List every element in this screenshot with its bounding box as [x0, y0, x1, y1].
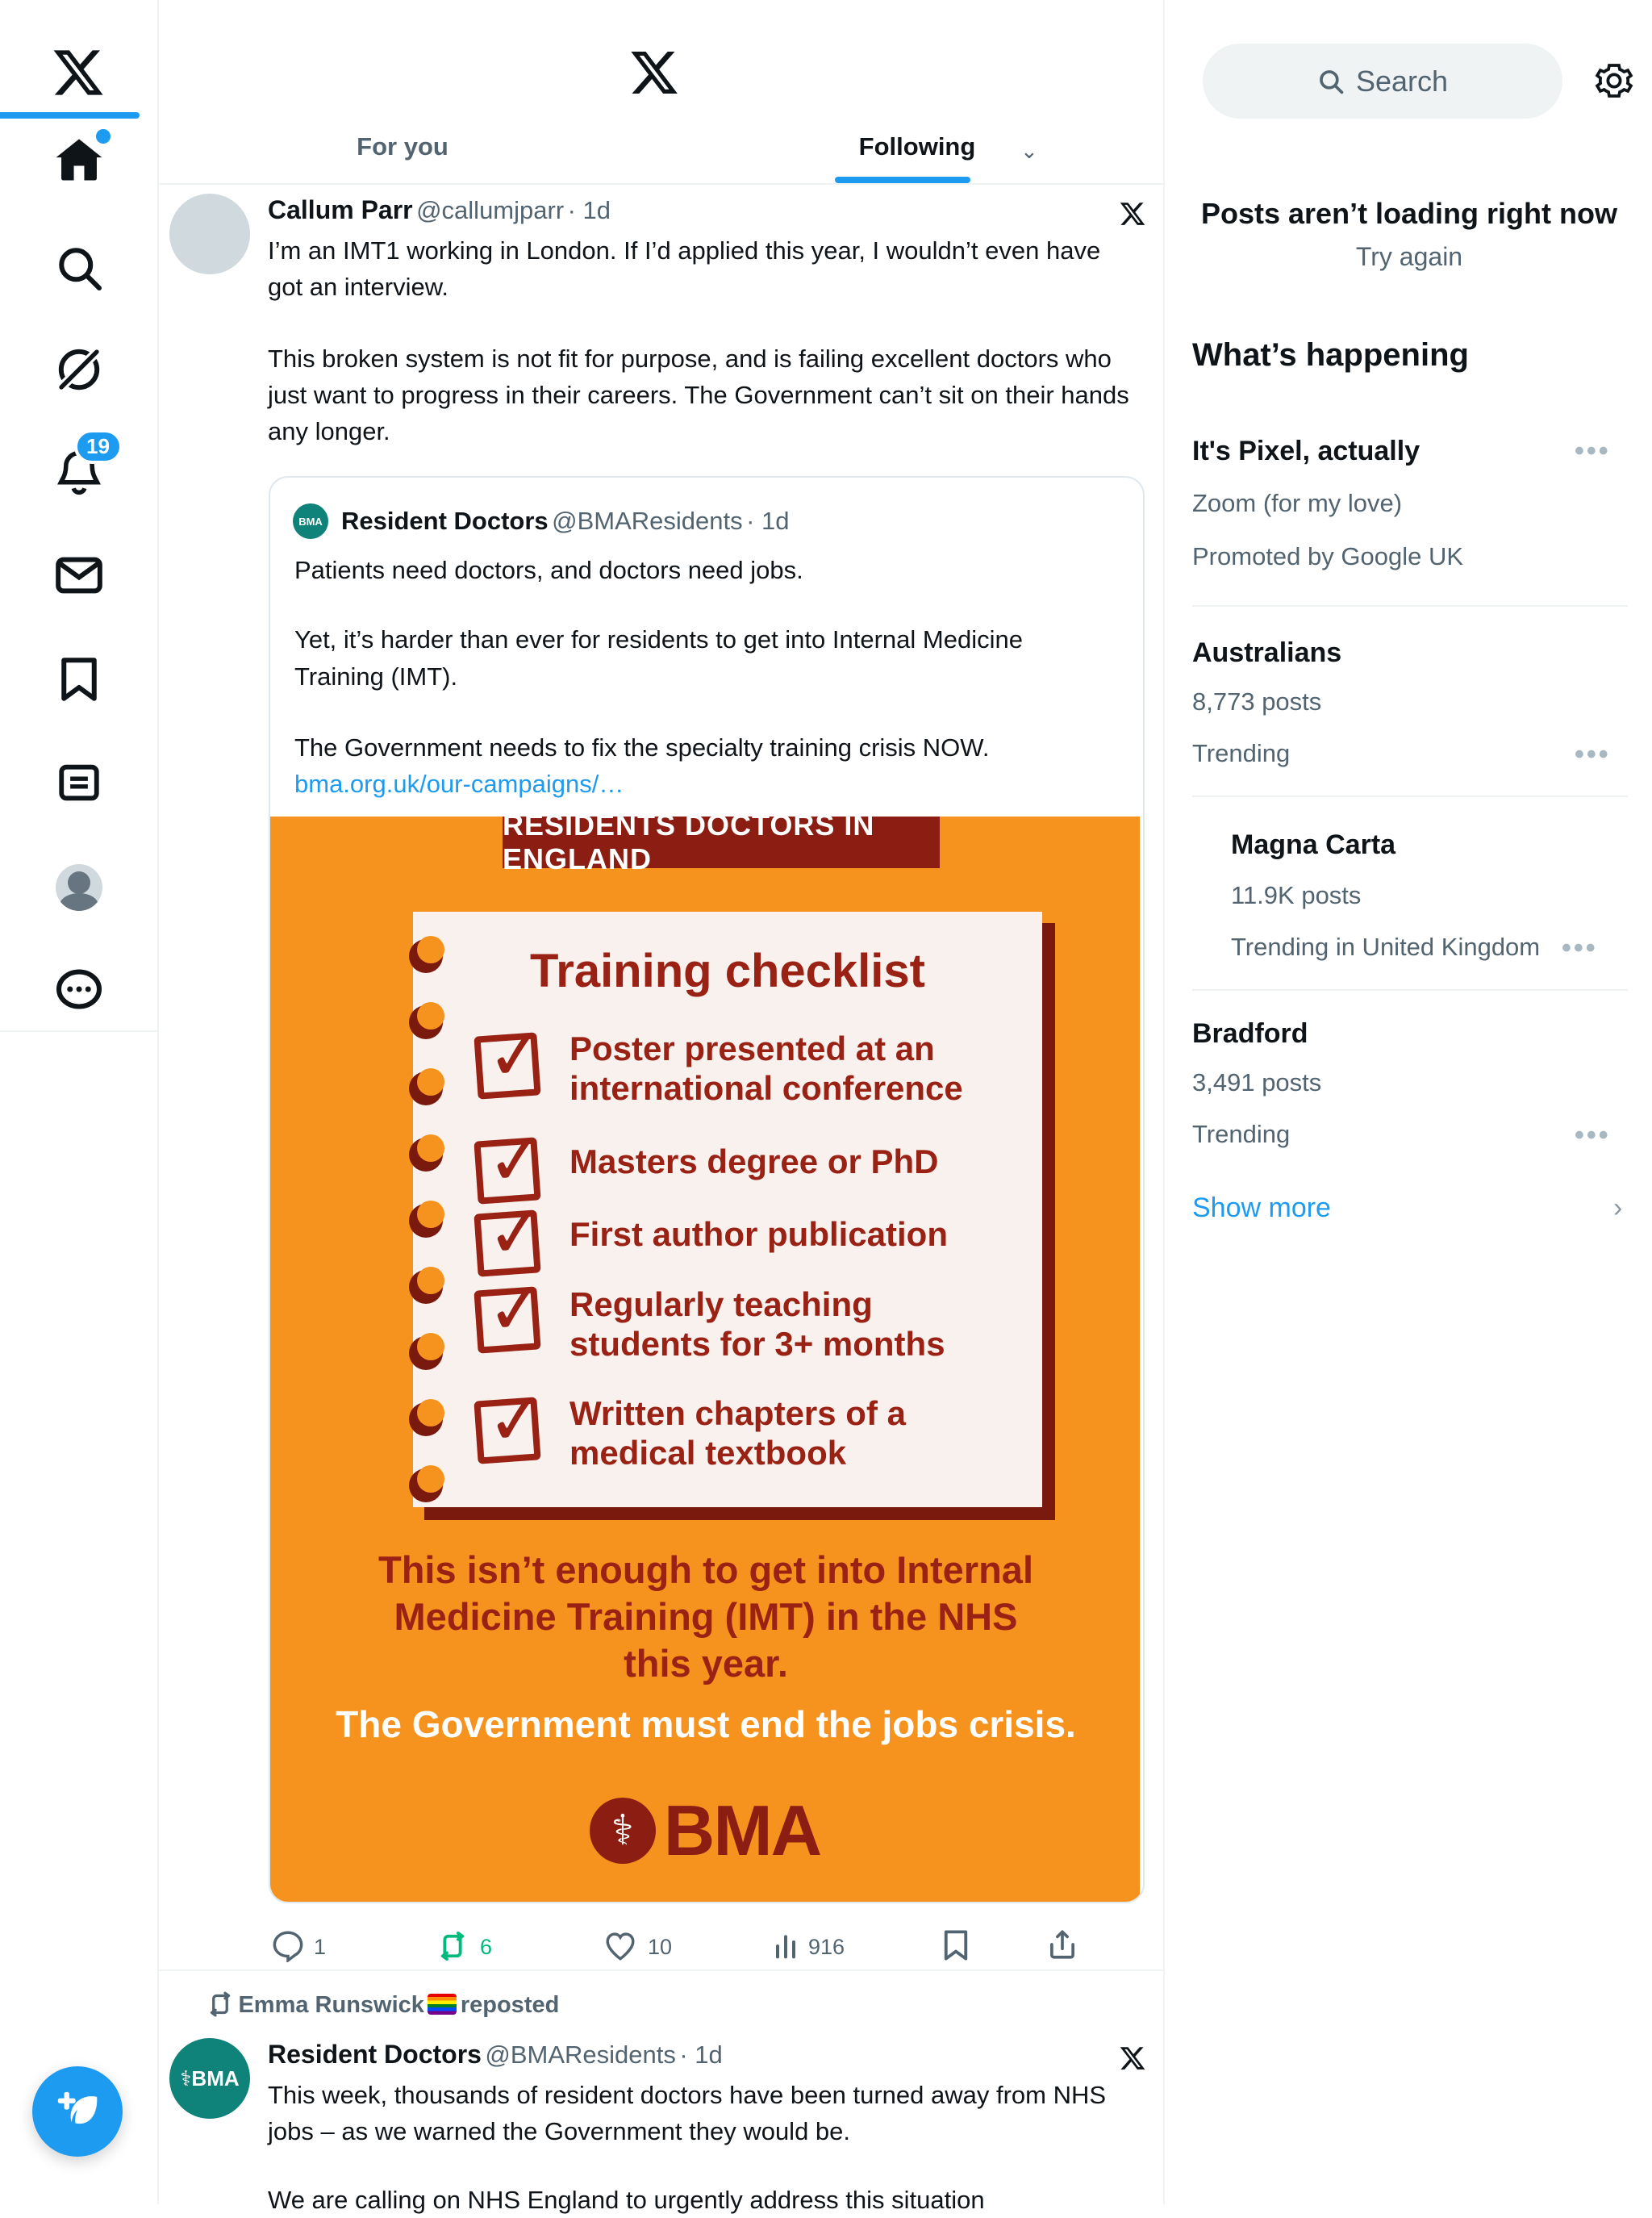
try-again-button[interactable]: Try again [1355, 242, 1463, 271]
home-icon [54, 136, 104, 186]
timeline-column [159, 0, 1163, 2214]
handle[interactable]: @callumjparr [416, 196, 565, 224]
header-divider [159, 183, 1163, 185]
quote-avatar: BMA [293, 503, 328, 539]
notifications-badge: 19 [74, 429, 123, 464]
trend-more-icon[interactable]: ••• [1575, 739, 1611, 770]
display-name[interactable]: Resident Doctors [268, 2040, 482, 2069]
quote-handle: @BMAResidents [552, 507, 743, 535]
views-icon[interactable] [770, 1930, 802, 1962]
trend-meta: Trending [1192, 1120, 1291, 1148]
post-text-2: We are calling on NHS England to urgently address this situation [268, 2186, 985, 2214]
compose-quill-icon [54, 2088, 101, 2135]
left-nav-rail [0, 0, 159, 2204]
trend-meta: Trending in United Kingdom [1231, 933, 1541, 961]
nav-messages[interactable] [0, 546, 157, 604]
quote-text-3: The Government needs to fix the specialty training crisis NOW. [294, 733, 990, 762]
nav-home[interactable] [0, 132, 157, 190]
show-more-link[interactable]: Show more [1192, 1193, 1331, 1223]
gear-icon[interactable] [1595, 61, 1633, 100]
checklist-title: Training checklist [530, 945, 925, 997]
media-callout: This isn’t enough to get into Internal Medicine Training (IMT) in the NHS this year. [378, 1548, 1033, 1685]
repost-count[interactable]: 6 [480, 1935, 493, 1959]
display-name[interactable]: Callum Parr [268, 195, 413, 224]
trend-subtitle: Zoom (for my love) [1192, 489, 1403, 517]
trend-more-icon[interactable]: ••• [1575, 1120, 1611, 1151]
header-x-logo [628, 47, 680, 98]
post-text-2: This broken system is not fit for purpose, and is failing excellent doctors who just want to progress in their careers. The Government can’t sit on their hands any longer. [268, 345, 1129, 445]
avatar-bma[interactable]: ⚕BMA [169, 2038, 250, 2119]
handle[interactable]: @BMAResidents [485, 2040, 676, 2069]
nav-grok[interactable] [0, 340, 157, 399]
checkbox-icon: ✓ [473, 1286, 540, 1353]
checkbox-icon: ✓ [473, 1137, 540, 1204]
timestamp: · 1d [679, 2040, 723, 2069]
trend-name[interactable]: Magna Carta [1231, 829, 1396, 860]
checklist-item: Regularly teaching students for 3+ months [569, 1285, 945, 1363]
repost-context[interactable] [206, 1990, 559, 2019]
whats-happening-title: What’s happening [1192, 337, 1469, 373]
post-text-1: I’m an IMT1 working in London. If I’d applied this year, I wouldn’t even have got an interview. [268, 236, 1101, 301]
post-header [268, 2040, 1139, 2070]
post-x-badge-icon[interactable] [1119, 200, 1146, 228]
reply-icon[interactable] [271, 1928, 305, 1962]
media-banner: RESIDENTS DOCTORS IN ENGLAND [503, 817, 940, 868]
tab-following[interactable]: Following [858, 132, 976, 161]
search-icon [55, 244, 103, 292]
trend-name[interactable]: Australians [1192, 637, 1342, 668]
bma-caduceus-icon: ⚕ [590, 1798, 656, 1864]
checklist-item: Written chapters of a medical textbook [569, 1394, 906, 1472]
quote-media-infographic[interactable] [270, 808, 1140, 1902]
trend-divider [1192, 989, 1628, 991]
share-icon[interactable] [1045, 1927, 1079, 1962]
nav-more[interactable] [0, 960, 157, 1018]
quote-header [341, 507, 1132, 536]
tab-for-you[interactable]: For you [357, 132, 448, 161]
nav-profile[interactable] [0, 858, 157, 917]
quote-text-2: Yet, it’s harder than ever for residents to get into Internal Medicine Training (IMT). [294, 625, 1023, 691]
like-count[interactable]: 10 [648, 1935, 673, 1959]
nav-bookmarks[interactable] [0, 650, 157, 708]
trend-subtitle: 8,773 posts [1192, 687, 1322, 716]
trend-more-icon[interactable]: ••• [1562, 933, 1598, 963]
grok-icon [54, 345, 104, 395]
checklist-item: First author publication [569, 1215, 948, 1253]
reply-count[interactable]: 1 [314, 1935, 327, 1959]
bma-wordmark: BMA [663, 1790, 821, 1870]
trend-subtitle: 3,491 posts [1192, 1068, 1322, 1096]
mail-icon [54, 550, 104, 600]
profile-avatar [56, 864, 102, 911]
chevron-right-icon[interactable]: › [1613, 1193, 1623, 1223]
post-x-badge-icon[interactable] [1119, 2045, 1146, 2072]
error-title: Posts aren’t loading right now [1200, 197, 1618, 230]
reposted-icon [206, 1990, 235, 2019]
views-count[interactable]: 916 [808, 1935, 845, 1959]
post-header [268, 195, 1139, 225]
trend-subtitle: 11.9K posts [1231, 881, 1362, 909]
trend-divider [1192, 796, 1628, 797]
like-icon[interactable] [603, 1929, 637, 1963]
chevron-down-icon[interactable]: ⌄ [1020, 139, 1038, 163]
reposted-suffix: reposted [460, 1992, 560, 2018]
trend-name[interactable]: Bradford [1192, 1018, 1308, 1049]
checklist-item: Poster presented at an international conference [569, 1030, 963, 1107]
trend-divider [1192, 605, 1628, 607]
checkbox-icon: ✓ [473, 1209, 540, 1276]
reposted-by: Emma Runswick [238, 1992, 424, 2018]
bookmark-action-icon[interactable] [941, 1928, 971, 1962]
bma-logo [270, 1790, 1140, 1872]
home-unread-dot [96, 129, 111, 144]
post-divider [159, 1969, 1163, 1971]
quote-link[interactable]: bma.org.uk/our-campaigns/… [294, 770, 624, 798]
trend-meta: Trending [1192, 739, 1291, 767]
quote-display-name: Resident Doctors [341, 507, 549, 535]
nav-search[interactable] [0, 239, 157, 297]
quote-timestamp: · 1d [746, 507, 790, 535]
rainbow-flag-emoji [428, 1994, 457, 2015]
trend-meta: Promoted by Google UK [1192, 542, 1464, 570]
compose-button[interactable] [32, 2066, 123, 2157]
tab-active-underline [835, 177, 970, 183]
repost-icon[interactable] [435, 1929, 470, 1963]
nav-active-indicator [0, 112, 140, 119]
search-input[interactable] [1203, 44, 1562, 119]
bookmark-icon [57, 655, 101, 704]
x-logo [51, 45, 106, 100]
search-placeholder: Search [1355, 64, 1449, 98]
checkbox-icon: ✓ [473, 1032, 540, 1099]
trend-more-icon[interactable]: ••• [1575, 436, 1611, 466]
media-callout-2: The Government must end the jobs crisis. [336, 1703, 1076, 1745]
nav-lists[interactable] [0, 754, 157, 812]
trend-name[interactable]: It's Pixel, actually [1192, 436, 1420, 466]
search-icon [1317, 68, 1345, 95]
avatar[interactable] [169, 194, 250, 274]
nav-divider [0, 1030, 157, 1032]
checkbox-icon: ✓ [473, 1397, 540, 1464]
nav-notifications[interactable] [0, 434, 157, 500]
quoted-post[interactable] [269, 476, 1145, 1903]
lists-icon [56, 759, 102, 806]
post-text-1: This week, thousands of resident doctors have been turned away from NHS jobs – as we warned the Government they would be. [268, 2081, 1107, 2145]
quote-text-1: Patients need doctors, and doctors need jobs. [294, 556, 803, 584]
right-column [1163, 0, 1652, 2204]
timestamp: · 1d [567, 196, 611, 224]
checklist-item: Masters degree or PhD [569, 1142, 939, 1180]
more-circle-icon [55, 965, 103, 1013]
